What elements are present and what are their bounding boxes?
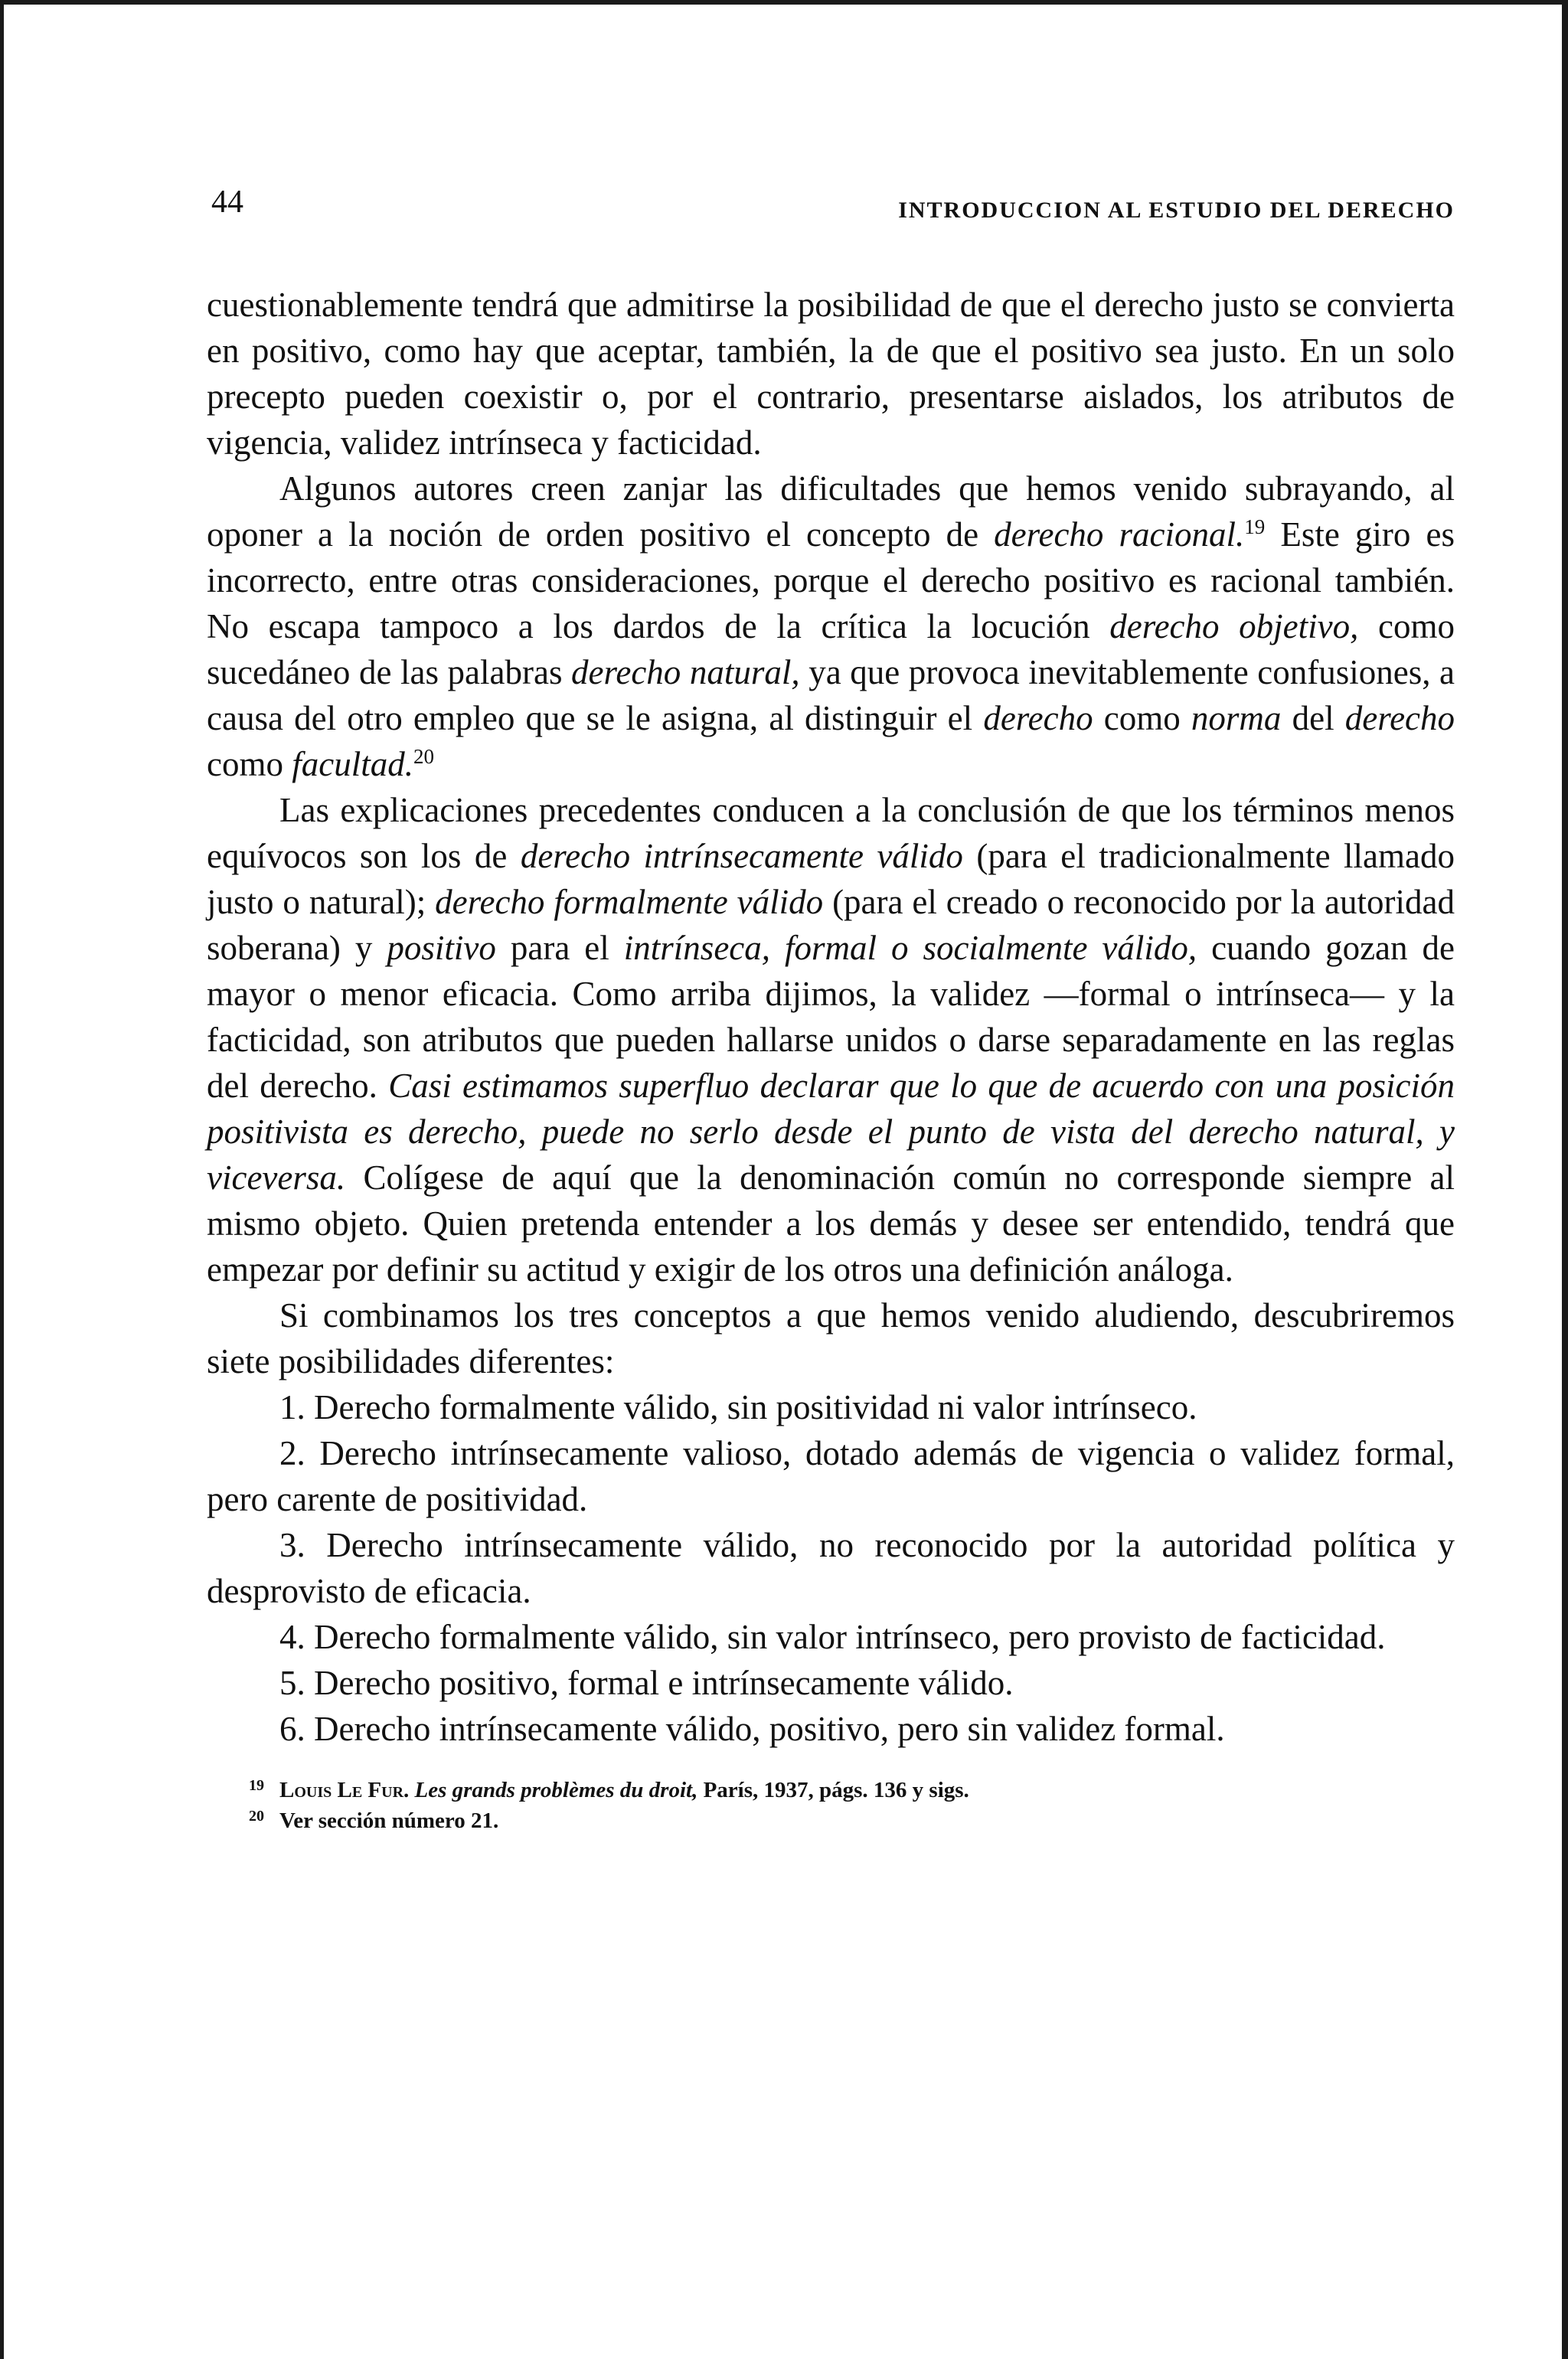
footnote-ref-20: 20 [413,745,434,768]
page-body [207,282,1455,1752]
list-item: 4. Derecho formalmente válido, sin valor intrínseco, pero provisto de facticidad. [279,1618,1386,1656]
paragraph-3: Las explicaciones precedentes conducen a la conclusión de que los términos menos equívocos son los de derecho intrínsecamente válido (para el tradicionalmente llamado justo o natural); derecho formalmente válido (para el creado o reconocido por la autoridad soberana) y positivo para el intrínseca, formal o socialmente válido, cuando gozan de mayor o menor eficacia. Como arriba dijimos, la validez —formal o intrínseca— y la facticidad, son atributos que pueden hallarse unidos o darse separadamente en las reglas del derecho. Casi estimamos superfluo declarar que lo que de acuerdo con una posición positivista es derecho, puede no serlo desde el punto de vista del derecho natural, y viceversa. Colígese de aquí que la denominación común no corresponde siempre al mismo objeto. Quien pretenda entender a los demás y desee ser entendido, tendrá que empezar por definir su actitud y exigir de los otros una definición análoga. [207,791,1455,1289]
footnote-author: Louis Le Fur. [279,1778,410,1802]
running-head: INTRODUCCION AL ESTUDIO DEL DERECHO [898,198,1455,223]
book-page [207,184,1455,1836]
list-item: 5. Derecho positivo, formal e intrínsecamente válido. [279,1664,1014,1702]
footnotes [249,1775,1455,1836]
footnote-text: Ver sección número 21. [279,1808,499,1833]
page-number: 44 [211,185,243,220]
scan-edge-top [0,0,1568,5]
footnote-ref-19: 19 [1244,515,1266,538]
scan-edge-left [0,0,4,2359]
page-header [207,184,1455,237]
footnote-title: Les grands problèmes du droit, [414,1778,698,1802]
footnote-20 [249,1805,1455,1836]
list-item: 3. Derecho intrínsecamente válido, no reconocido por la autoridad política y desprovisto de eficacia. [207,1526,1455,1610]
list-item: 1. Derecho formalmente válido, sin positividad ni valor intrínseco. [279,1388,1197,1426]
scan-edge-right [1562,0,1568,2359]
paragraph-4: Si combinamos los tres conceptos a que hemos venido aludiendo, descubriremos siete posibilidades diferentes: [207,1296,1455,1380]
paragraph-1: cuestionablemente tendrá que admitirse la posibilidad de que el derecho justo se convierta en positivo, como hay que aceptar, también, la de que el positivo sea justo. En un solo precepto pueden coexistir o, por el contrario, presentarse aislados, los atributos de vigencia, validez intrínseca y facticidad. [207,286,1455,462]
footnote-citation: París, 1937, págs. 136 y sigs. [697,1778,969,1802]
list-item: 2. Derecho intrínsecamente valioso, dotado además de vigencia o validez formal, pero carente de positividad. [207,1434,1455,1518]
footnote-mark: 19 [249,1777,264,1794]
footnote-19 [249,1775,1455,1805]
list-item: 6. Derecho intrínsecamente válido, positivo, pero sin validez formal. [279,1710,1225,1748]
paragraph-2: Algunos autores creen zanjar las dificultades que hemos venido subrayando, al oponer a la noción de orden positivo el concepto de derecho racional.$^{19}$ Este giro es incorrecto, entre otras consideraciones, porque el derecho positivo es racional también. No escapa tampoco a los dardos de la crítica la locución derecho objetivo, como sucedáneo de las palabras derecho natural, ya que provoca inevitablemente confusiones, a causa del otro empleo que se le asigna, al distinguir el derecho como norma del derecho como facultad.$^{20}$ [207,469,1455,783]
footnote-mark: 20 [249,1808,264,1825]
